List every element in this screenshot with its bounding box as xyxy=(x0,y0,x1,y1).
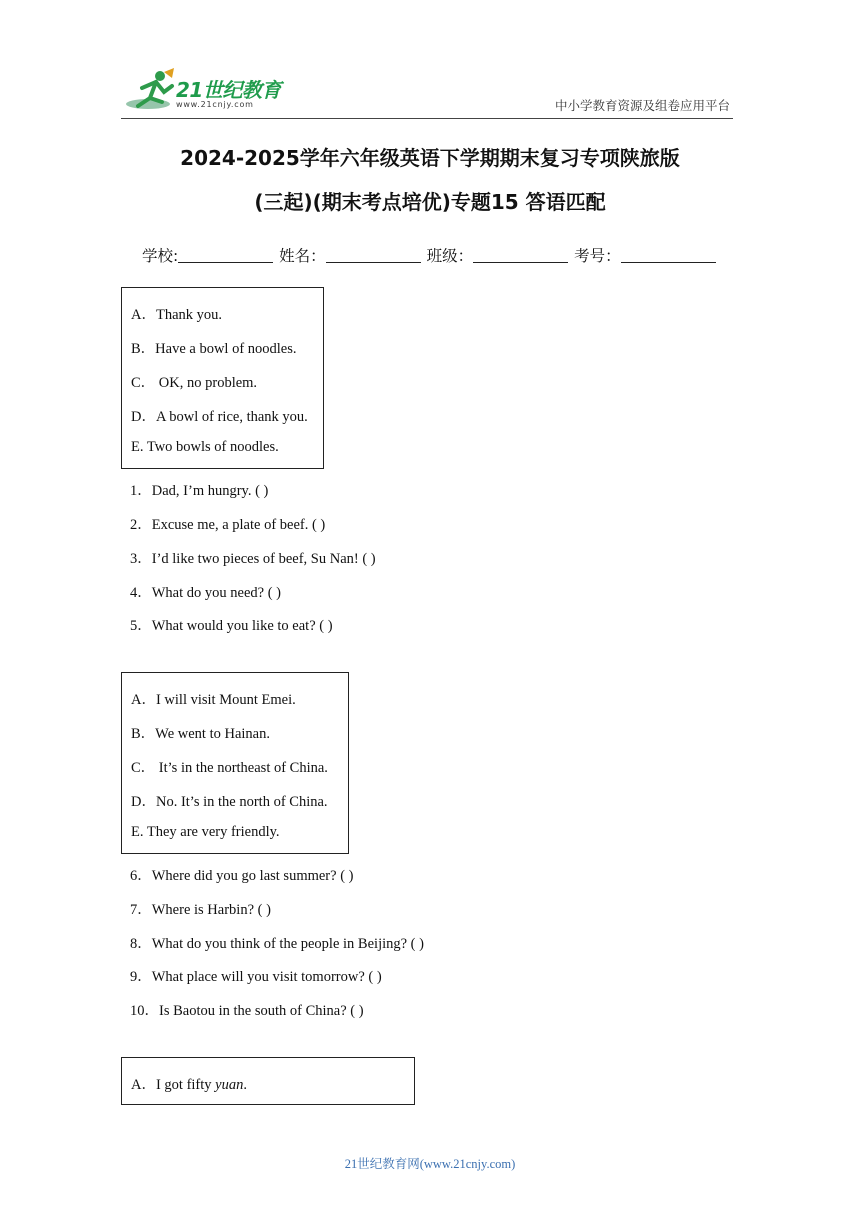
name-field[interactable] xyxy=(326,248,421,263)
option-a-italic: yuan xyxy=(215,1077,244,1093)
question-8[interactable]: 8．What do you think of the people in Beijing? ( ) xyxy=(130,936,424,952)
name-label: 姓名： xyxy=(279,247,326,265)
options-box-1 xyxy=(121,287,324,469)
option-a: A．Thank you. xyxy=(131,307,223,323)
school-field[interactable] xyxy=(178,248,273,263)
class-field[interactable] xyxy=(473,248,568,263)
school-label: 学校: xyxy=(142,247,179,265)
logo-text: 21世纪教育 xyxy=(176,78,281,102)
option-c: C． It’s in the northeast of China. xyxy=(131,760,328,776)
option-e: E. They are very friendly. xyxy=(131,824,280,840)
question-2[interactable]: 2．Excuse me, a plate of beef. ( ) xyxy=(130,517,326,533)
option-a-suffix: . xyxy=(243,1077,247,1093)
question-7[interactable]: 7．Where is Harbin? ( ) xyxy=(130,902,271,918)
option-d: D．No. It’s in the north of China. xyxy=(131,794,328,810)
option-a: A．I will visit Mount Emei. xyxy=(131,692,296,708)
option-c: C． OK, no problem. xyxy=(131,375,258,391)
option-a xyxy=(131,1073,247,1094)
page-footer[interactable]: 21世纪教育网(www.21cnjy.com) xyxy=(344,1157,516,1171)
logo-url: www.21cnjy.com xyxy=(176,100,254,109)
platform-name: 中小学教育资源及组卷应用平台 xyxy=(554,98,730,113)
options-box-3 xyxy=(121,1057,415,1105)
question-6[interactable]: 6．Where did you go last summer? ( ) xyxy=(130,868,354,884)
number-field[interactable] xyxy=(621,248,716,263)
question-1[interactable]: 1．Dad, I’m hungry. ( ) xyxy=(130,483,269,499)
option-d: D．A bowl of rice, thank you. xyxy=(131,409,308,425)
class-label: 班级： xyxy=(426,247,474,265)
header-divider xyxy=(121,118,733,119)
question-10[interactable]: 10．Is Baotou in the south of China? ( ) xyxy=(130,1003,364,1019)
question-4[interactable]: 4．What do you need? ( ) xyxy=(130,585,281,601)
question-3[interactable]: 3．I’d like two pieces of beef, Su Nan! ( ) xyxy=(130,551,376,567)
question-5[interactable]: 5．What would you like to eat? ( ) xyxy=(130,618,333,634)
option-a-text: A．I got fifty xyxy=(131,1077,216,1093)
student-info-row xyxy=(142,244,717,266)
option-b: B．We went to Hainan. xyxy=(131,726,270,742)
question-9[interactable]: 9．What place will you visit tomorrow? ( ) xyxy=(130,969,382,985)
page-title-line-2: (三起)(期末考点培优)专题15 答语匹配 xyxy=(254,190,606,214)
options-box-2 xyxy=(121,672,349,854)
option-e: E. Two bowls of noodles. xyxy=(131,439,279,455)
page-title-line-1: 2024-2025学年六年级英语下学期期末复习专项陕旅版 xyxy=(180,146,680,170)
option-b: B．Have a bowl of noodles. xyxy=(131,341,297,357)
page-header xyxy=(0,0,860,125)
number-label: 考号： xyxy=(574,247,621,265)
